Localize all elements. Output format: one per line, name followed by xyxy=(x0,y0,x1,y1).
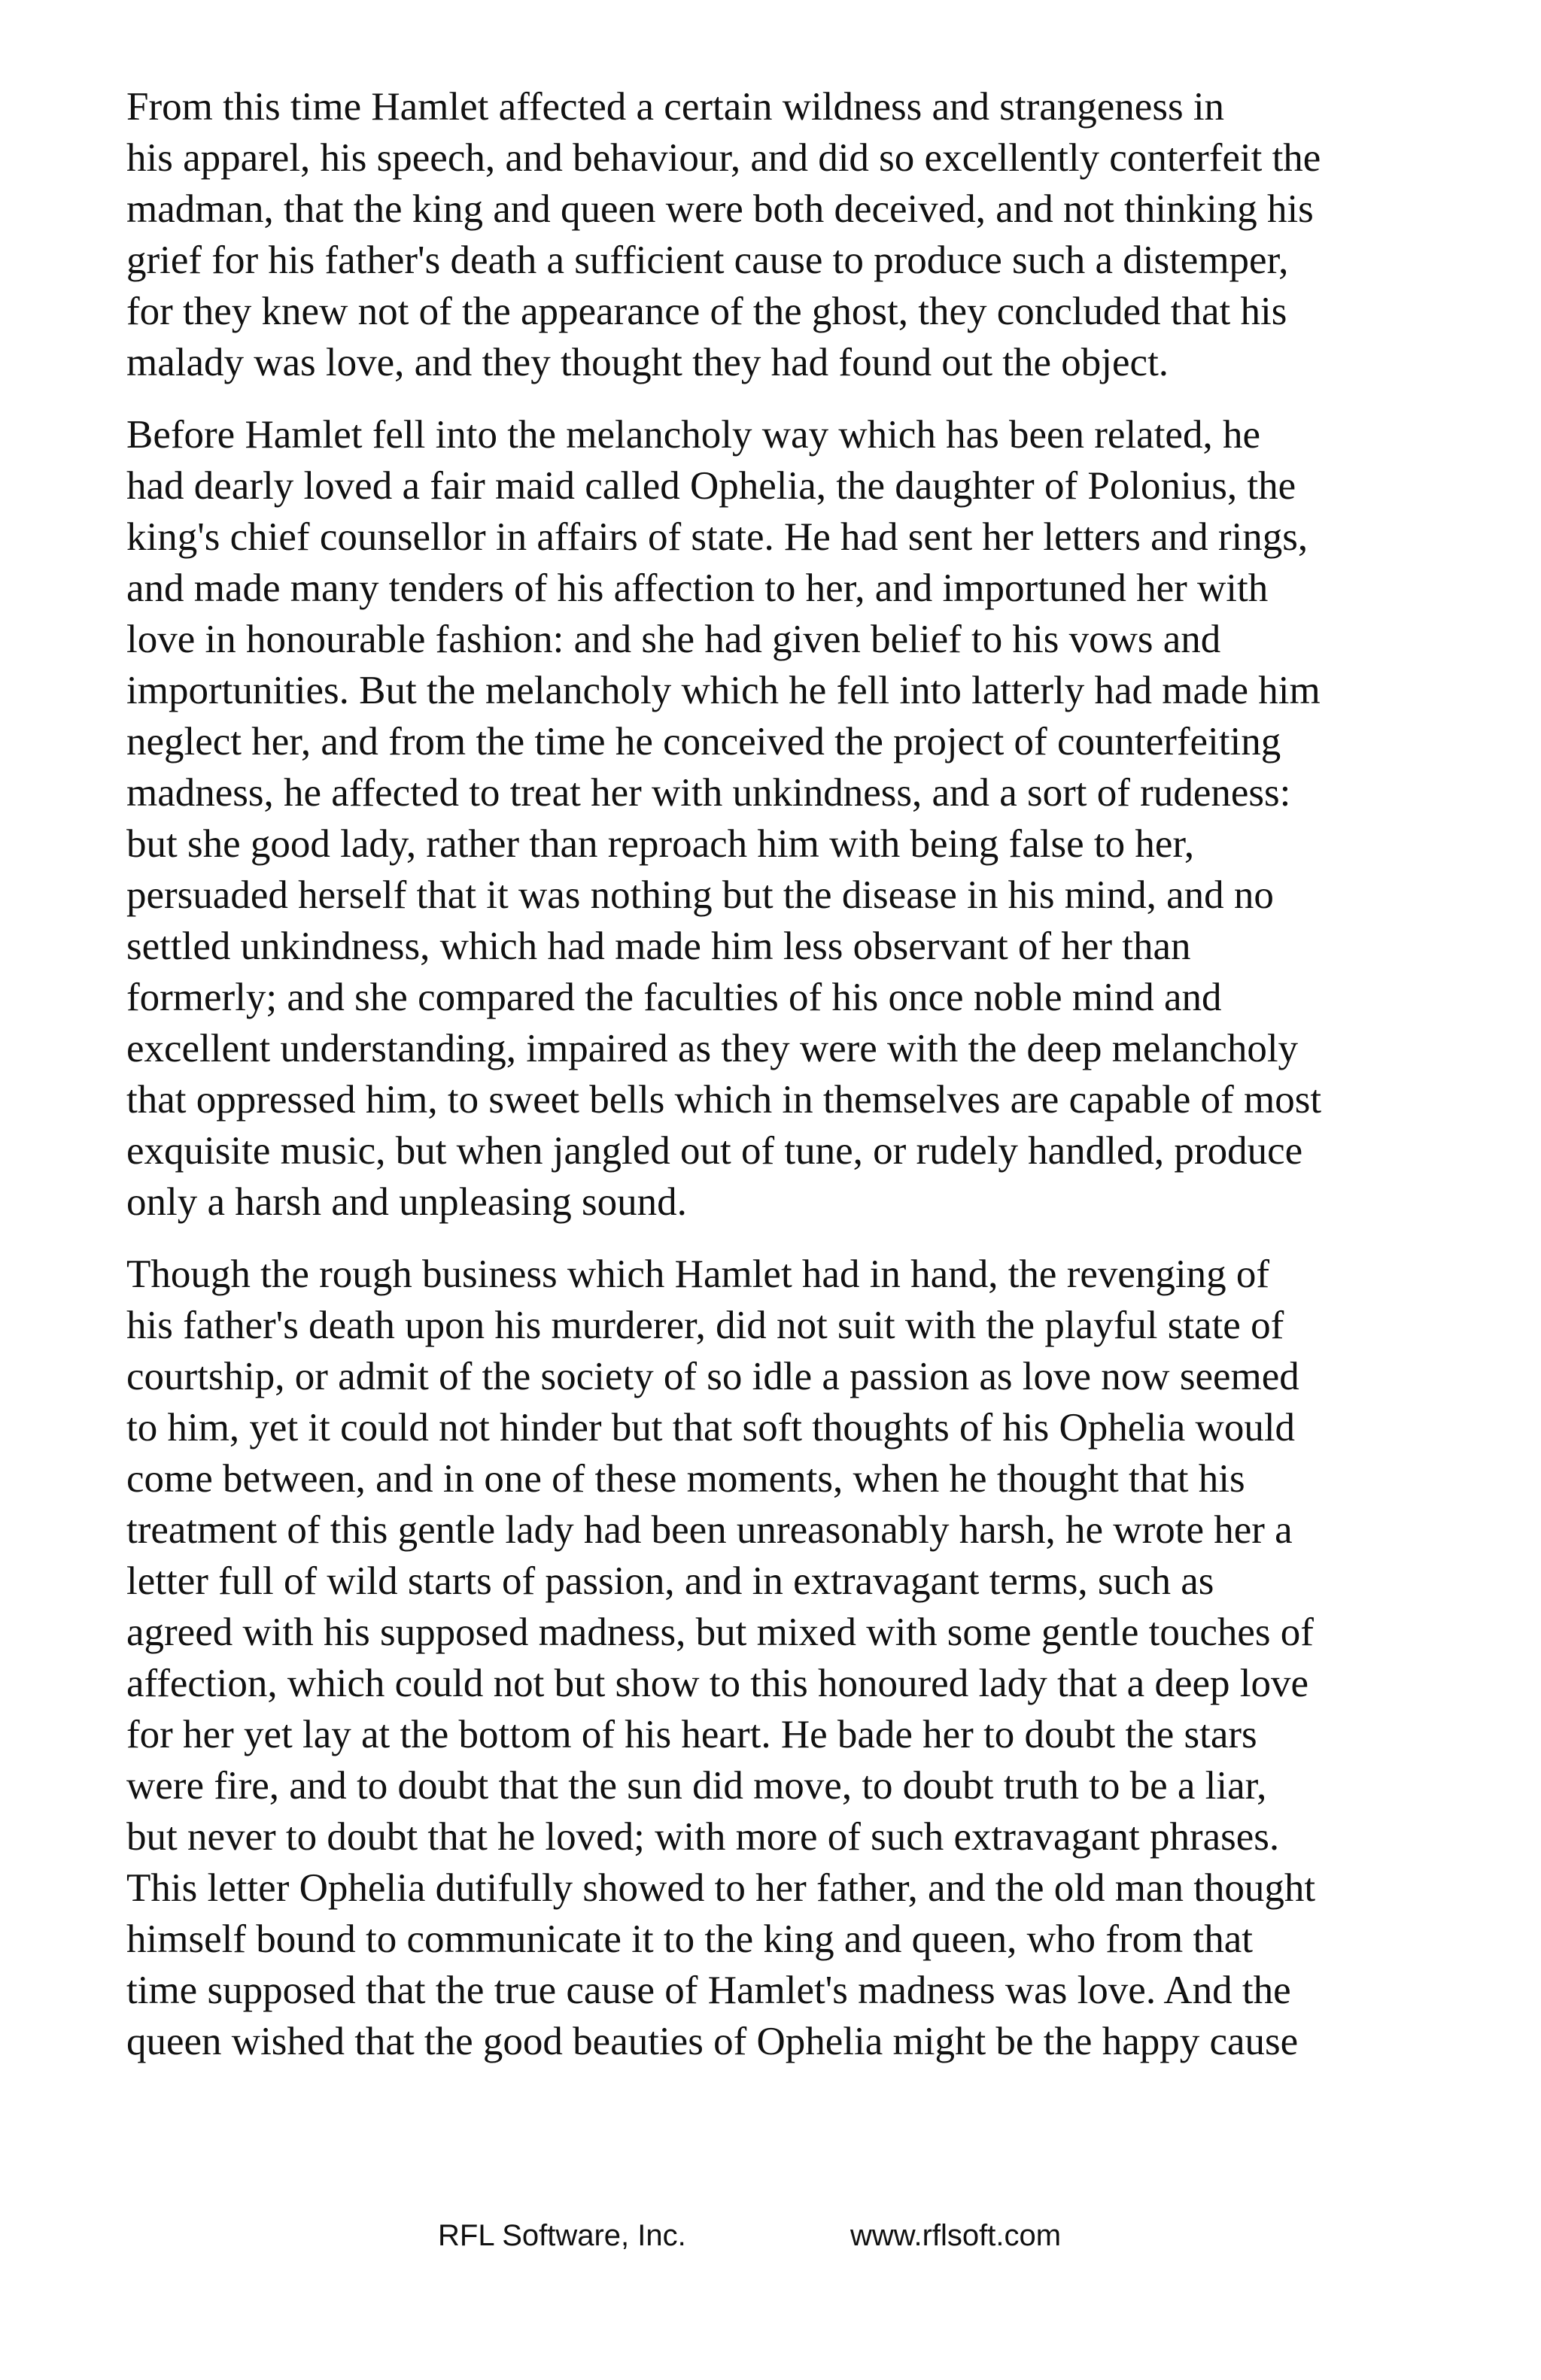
text-line: queen wished that the good beauties of Ophelia might be the happy cause xyxy=(126,2020,1299,2063)
text-line: and made many tenders of his affection to her, and importuned her with xyxy=(126,566,1269,610)
text-line: only a harsh and unpleasing sound. xyxy=(126,1180,687,1224)
text-line: for they knew not of the appearance of the ghost, they concluded that his xyxy=(126,290,1287,333)
paragraph xyxy=(69,81,1484,388)
text-line: king's chief counsellor in affairs of state. He had sent her letters and rings, xyxy=(126,515,1308,559)
text-line: his father's death upon his murderer, did not suit with the playful state of xyxy=(126,1304,1284,1347)
text-line: importunities. But the melancholy which he fell into latterly had made him xyxy=(126,669,1321,712)
text-line: that oppressed him, to sweet bells which in themselves are capable of most xyxy=(126,1078,1322,1122)
text-line: exquisite music, but when jangled out of tune, or rudely handled, produce xyxy=(126,1129,1303,1173)
text-line: come between, and in one of these moments, when he thought that his xyxy=(126,1457,1245,1501)
text-line: persuaded herself that it was nothing but the disease in his mind, and no xyxy=(126,873,1274,917)
text-line: madness, he affected to treat her with unkindness, and a sort of rudeness: xyxy=(126,771,1291,815)
text-line: affection, which could not but show to this honoured lady that a deep love xyxy=(126,1662,1309,1705)
text-line: had dearly loved a fair maid called Ophelia, the daughter of Polonius, the xyxy=(126,464,1296,508)
text-line: were fire, and to doubt that the sun did move, to doubt truth to be a liar, xyxy=(126,1764,1267,1808)
paragraph xyxy=(69,1249,1484,2067)
page-footer xyxy=(0,2219,1541,2264)
text-line: time supposed that the true cause of Hamlet's madness was love. And the xyxy=(126,1969,1291,2012)
text-line: neglect her, and from the time he conceived the project of counterfeiting xyxy=(126,720,1281,763)
text-line: love in honourable fashion: and she had given belief to his vows and xyxy=(126,618,1221,661)
text-line: but she good lady, rather than reproach him with being false to her, xyxy=(126,822,1195,866)
text-line: courtship, or admit of the society of so idle a passion as love now seemed xyxy=(126,1355,1299,1398)
text-line: his apparel, his speech, and behaviour, and did so excellently conterfeit the xyxy=(126,136,1321,180)
footer-website-url: www.rflsoft.com xyxy=(850,2219,1062,2252)
text-line: for her yet lay at the bottom of his heart. He bade her to doubt the stars xyxy=(126,1713,1257,1756)
text-line: treatment of this gentle lady had been unreasonably harsh, he wrote her a xyxy=(126,1508,1293,1552)
body-text xyxy=(69,81,1484,2088)
paragraph xyxy=(69,409,1484,1228)
text-line: malady was love, and they thought they had found out the object. xyxy=(126,341,1169,384)
text-line: grief for his father's death a sufficient cause to produce such a distemper, xyxy=(126,238,1289,282)
text-line: Though the rough business which Hamlet had in hand, the revenging of xyxy=(126,1252,1270,1296)
footer-company-name: RFL Software, Inc. xyxy=(438,2219,686,2252)
text-line: himself bound to communicate it to the king and queen, who from that xyxy=(126,1917,1253,1961)
text-line: From this time Hamlet affected a certain wildness and strangeness in xyxy=(126,85,1225,129)
text-line: letter full of wild starts of passion, and in extravagant terms, such as xyxy=(126,1559,1214,1603)
text-line: This letter Ophelia dutifully showed to her father, and the old man thought xyxy=(126,1866,1316,1910)
text-line: formerly; and she compared the faculties of his once noble mind and xyxy=(126,976,1222,1019)
text-line: but never to doubt that he loved; with more of such extravagant phrases. xyxy=(126,1815,1280,1859)
text-line: settled unkindness, which had made him less observant of her than xyxy=(126,924,1191,968)
text-line: Before Hamlet fell into the melancholy way which has been related, he xyxy=(126,413,1260,457)
text-line: to him, yet it could not hinder but that soft thoughts of his Ophelia would xyxy=(126,1406,1296,1450)
text-line: madman, that the king and queen were both deceived, and not thinking his xyxy=(126,187,1314,231)
text-line: excellent understanding, impaired as they were with the deep melancholy xyxy=(126,1027,1299,1070)
text-line: agreed with his supposed madness, but mixed with some gentle touches of xyxy=(126,1610,1314,1654)
